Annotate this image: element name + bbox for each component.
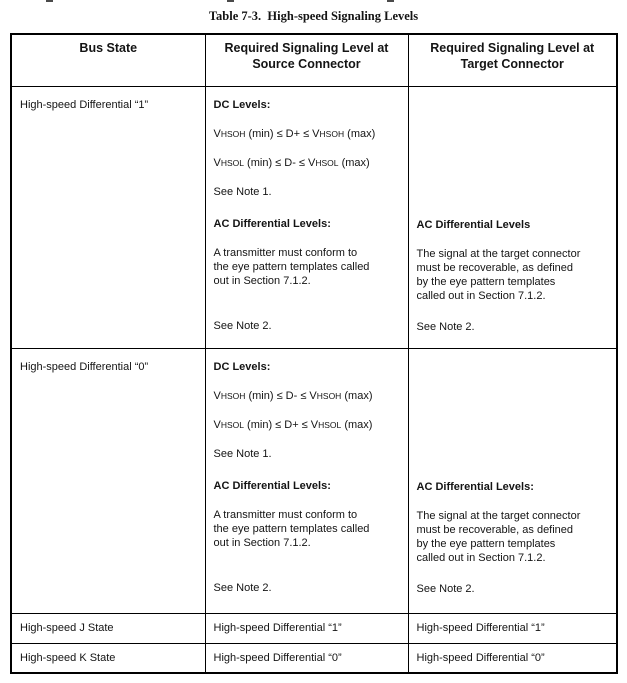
ac-levels-heading: AC Differential Levels: (213, 217, 331, 230)
ac-body-line: the eye pattern templates called (213, 522, 370, 535)
bus-state-cell (11, 86, 205, 348)
see-note-2: See Note 2. (213, 581, 272, 594)
bus-state-label: High-speed Differential “1” (20, 98, 149, 111)
ac-body-line: by the eye pattern templates (416, 537, 556, 550)
ac-body-line: A transmitter must conform to (213, 246, 358, 259)
dc-levels-heading: DC Levels: (213, 360, 271, 373)
formula-segment: (min) ≤ D+ ≤ V (245, 127, 320, 140)
see-note-2: See Note 2. (416, 582, 475, 595)
formula-segment: (max) (341, 389, 373, 402)
ac-body (417, 509, 609, 565)
ac-body (417, 247, 609, 303)
row-hs-differential-1 (11, 86, 617, 348)
bus-state-label: High-speed K State (20, 651, 116, 664)
bus-state-label: High-speed J State (20, 622, 114, 634)
see-note-2: See Note 2. (213, 319, 272, 332)
formula-segment: (min) ≤ D- ≤ V (244, 156, 316, 169)
dc-formula-1 (214, 389, 400, 403)
bus-state-label: High-speed Differential “0” (20, 360, 149, 373)
header-line: Bus State (79, 41, 138, 55)
cut-off-text-fragment-2 (227, 0, 234, 2)
ac-body-line: The signal at the target connector (416, 247, 581, 260)
dc-formula-2 (214, 156, 400, 170)
target-value: High-speed Differential “0” (416, 651, 545, 664)
dc-formula-1 (214, 127, 400, 141)
header-line: Required Signaling Level at (430, 41, 595, 55)
header-bus-state (11, 34, 205, 86)
formula-segment: (max) (344, 127, 376, 140)
see-note-1: See Note 1. (213, 185, 272, 198)
ac-body (214, 508, 400, 550)
ac-body-line: out in Section 7.1.2. (213, 274, 311, 287)
row-hs-k-state (11, 643, 617, 673)
formula-subscript: HSOL (220, 157, 244, 168)
target-cell (408, 348, 617, 613)
bus-state-cell (11, 643, 205, 673)
target-cell (408, 86, 617, 348)
target-cell (408, 643, 617, 673)
bus-state-cell (11, 613, 205, 643)
row-hs-differential-0 (11, 348, 617, 613)
formula-subscript: HSOH (319, 128, 345, 139)
ac-body-line: The signal at the target connector (416, 509, 581, 522)
ac-body-line: A transmitter must conform to (213, 508, 358, 521)
formula-subscript: HSOL (318, 419, 342, 430)
header-line: Target Connector (460, 57, 564, 71)
cut-off-text-fragment-1 (46, 0, 53, 2)
formula-segment: V (213, 156, 221, 169)
formula-segment: (min) ≤ D+ ≤ V (244, 418, 319, 431)
high-speed-signaling-levels-table (10, 33, 618, 674)
target-value: High-speed Differential “1” (416, 622, 545, 634)
header-line: Required Signaling Level at (224, 41, 389, 55)
header-row (11, 34, 617, 86)
header-source-connector (205, 34, 408, 86)
see-note-2: See Note 2. (416, 320, 475, 333)
formula-segment: V (213, 418, 221, 431)
see-note-1: See Note 1. (213, 447, 272, 460)
source-cell (205, 86, 408, 348)
formula-subscript: HSOL (220, 419, 244, 430)
formula-segment: (max) (338, 156, 370, 169)
source-value: High-speed Differential “0” (213, 651, 342, 664)
source-cell (205, 643, 408, 673)
ac-levels-heading: AC Differential Levels: (213, 479, 331, 492)
source-cell (205, 613, 408, 643)
ac-body-line: out in Section 7.1.2. (213, 536, 311, 549)
ac-body (214, 246, 400, 288)
ac-body-line: the eye pattern templates called (213, 260, 370, 273)
source-value: High-speed Differential “1” (213, 622, 342, 634)
formula-segment: V (213, 127, 221, 140)
ac-body-line: called out in Section 7.1.2. (416, 289, 546, 302)
ac-levels-heading: AC Differential Levels: (416, 480, 534, 493)
target-cell (408, 613, 617, 643)
row-hs-j-state (11, 613, 617, 643)
ac-body-line: by the eye pattern templates (416, 275, 556, 288)
ac-body-line: must be recoverable, as defined (416, 523, 574, 536)
source-cell (205, 348, 408, 613)
cut-off-text-fragment-3 (387, 0, 394, 2)
formula-subscript: HSOL (315, 157, 339, 168)
dc-levels-heading: DC Levels: (213, 98, 271, 111)
ac-body-line: called out in Section 7.1.2. (416, 551, 546, 564)
formula-subscript: HSOH (220, 390, 246, 401)
formula-subscript: HSOH (220, 128, 246, 139)
table-caption: Table 7-3. High-speed Signaling Levels (208, 9, 419, 23)
formula-subscript: HSOH (316, 390, 342, 401)
header-line: Source Connector (252, 57, 361, 71)
ac-body-line: must be recoverable, as defined (416, 261, 574, 274)
header-target-connector (408, 34, 617, 86)
bus-state-cell (11, 348, 205, 613)
dc-formula-2 (214, 418, 400, 432)
ac-levels-heading: AC Differential Levels (416, 218, 531, 231)
formula-segment: (min) ≤ D- ≤ V (245, 389, 317, 402)
formula-segment: V (213, 389, 221, 402)
formula-segment: (max) (341, 418, 373, 431)
